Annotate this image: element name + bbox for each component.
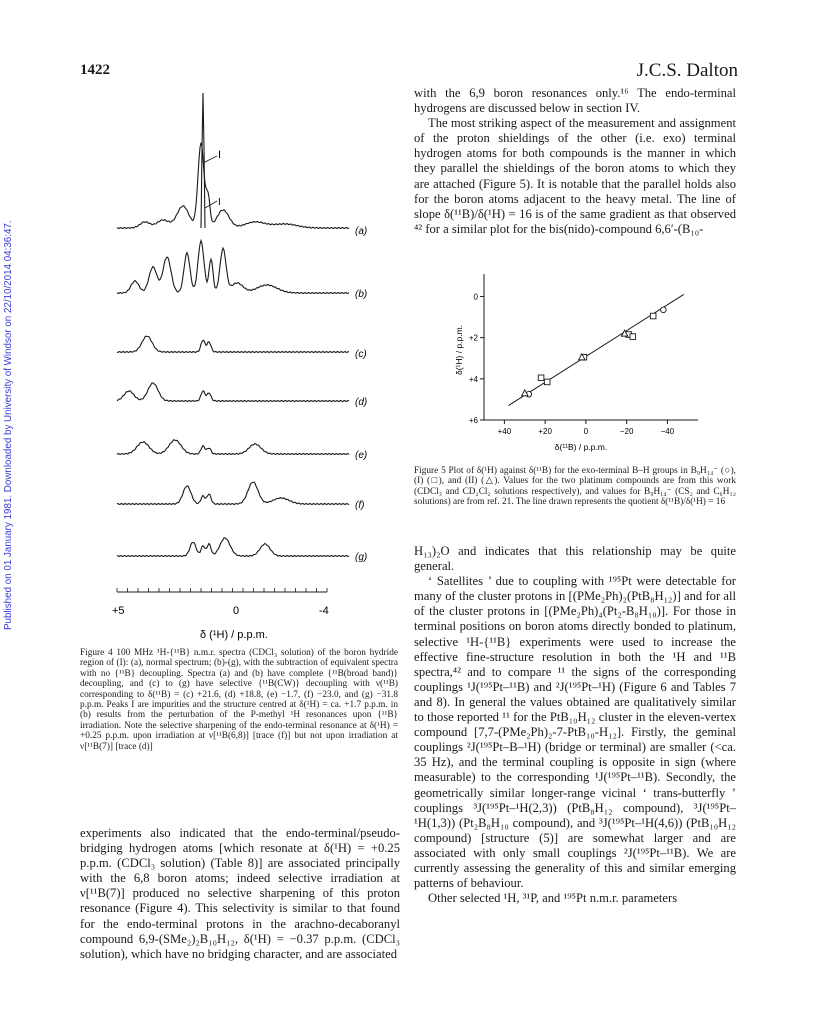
peak-marker-2: I (218, 197, 221, 208)
journal-title: J.C.S. Dalton (636, 60, 738, 81)
data-point-square (650, 313, 656, 319)
data-point-square (538, 375, 544, 381)
y-axis-label: δ(¹H) / p.p.m. (454, 324, 464, 376)
axis-tick-0: 0 (233, 605, 240, 617)
spectrum-trace (117, 336, 349, 352)
paragraph: ‘ Satellites ’ due to coupling with ¹⁹⁵Pt were detectable for many of the cluster protons in [(PMe₂Ph)₂(PtB₈H₁₂)] and for all of the cluster protons in [(PMe₂Ph)₄(Pt₂-B₈H₁₀)]. For those in terminal positions on boron atoms directly bonded to platinum, selective ¹H-{¹¹B} experiments were used to increase the effective fine-structure resolution in both the ¹H and ¹¹B spectra,⁴² and to compare ¹¹ the signs of the corresponding couplings ¹J(¹⁹⁵Pt–¹¹B) and ²J(¹⁹⁵Pt–¹H) (Figure 6 and Tables 7 and 8). In general the values obtained are qualitatively similar to those reported ¹¹ for the PtB₁₀H₁₂ cluster in the eleven-vertex compound [7,7-(PMe₂Ph)₂-7-PtB₁₀-H₁₂]. Firstly, the geminal couplings ²J(¹⁹⁵Pt–B–¹H) (bridge or terminal) are smaller (<ca. 35 Hz), and the terminal coupling is opposite in sign (where measurable) to the corresponding ¹J(¹⁹⁵Pt–¹¹B). Secondly, the geometrically similar longer-range vicinal ‘ trans-butterfly ’ couplings ³J(¹⁹⁵Pt–¹H(2,3)) (PtB₈H₁₂ compound), ³J(¹⁹⁵Pt–¹H(1,3)) (Pt₂B₈H₁₀ compound), and ³J(¹⁹⁵Pt–¹H(4,6)) (PtB₁₀H₁₂ compound) [structure (5)] are somewhat larger and are associated with only small couplings ²J(¹⁹⁵Pt–¹¹B). We are currently assessing the generality of this and similar emerging patterns of behaviour. (414, 574, 736, 891)
paragraph: with the 6,9 boron resonances only.¹⁶ The endo-terminal hydrogens are discussed below in section IV. (414, 86, 736, 116)
trace-label-e: (e) (355, 450, 368, 461)
paragraph: H₁₃)₂O and indicates that this relationship may be quite general. (414, 544, 736, 574)
trace-label-f: (f) (355, 500, 365, 511)
y-tick-label: 0 (473, 292, 478, 302)
figure-4-axis-label: δ (¹H) / p.p.m. (200, 629, 268, 641)
paragraph: The most striking aspect of the measurement and assignment of the proton shieldings of the other (i.e. exo) terminal hydrogen atoms for both compounds is the manner in which they parallel the shieldings of the boron atoms to which they are attached (Figure 5). It is notable that the parallel holds also for the boron atoms adjacent to the heavy metal. The line of slope δ(¹¹B)/δ(¹H) = 16 is of the same gradient as that observed ⁴² for a similar plot for the bis(nido)-compound 6,6′-(B₁₀- (414, 116, 736, 236)
paragraph: Other selected ¹H, ³¹P, and ¹⁹⁵Pt n.m.r. parameters (428, 891, 678, 906)
trace-label-c: (c) (355, 349, 367, 360)
trace-label-b: (b) (355, 289, 368, 300)
download-notice[interactable] (3, 210, 17, 630)
spectrum-trace (117, 482, 349, 504)
y-tick-label: +2 (468, 333, 478, 343)
x-tick-label: +20 (538, 427, 552, 436)
column-1-body: experiments also indicated that the endo-terminal/pseudo-bridging hydrogen atoms [which resonate at δ(¹H) = +0.25 p.p.m. (CDCl₃ solution) (Table 8)] are associated principally with the 6,8 boron atoms; indeed selective irradiation at ν[¹¹B(7)] produced no selective sharpening of this proton resonance (Figure 4). This selectivity is similar to that found for the endo-terminal protons in the arachno-decaboranyl compound 6,9-(SMe₂)₂B₁₀H₁₂, δ(¹H) = −0.37 p.p.m. (CDCl₃ solution), which have no bridging character, and are associated (80, 826, 400, 961)
spectrum-trace (117, 538, 349, 557)
spectrum-trace (117, 383, 349, 402)
trace-label-a: (a) (355, 226, 368, 237)
data-point-square (544, 379, 550, 385)
spectrum-trace (117, 440, 349, 455)
x-tick-label: −40 (660, 427, 675, 436)
peak-marker-1: I (218, 149, 222, 161)
page-number: 1422 (80, 62, 110, 78)
x-axis-label: δ(¹¹B) / p.p.m. (554, 442, 608, 452)
y-tick-label: +4 (468, 374, 478, 384)
data-point-circle (661, 307, 667, 313)
figure-4 (105, 88, 395, 648)
trace-label-d: (d) (355, 397, 368, 408)
trace-label-g: (g) (355, 552, 368, 563)
data-point-square (630, 334, 636, 340)
figure-4-spectra (105, 88, 395, 648)
figure-5-caption: Figure 5 Plot of δ(¹H) against δ(¹¹B) for the exo-terminal B–H groups in B₉H₁₄⁻ (○), (I) (□), and (II) (△). Values for the two platinum compounds are from this work (CDCl₃ and CD₂Cl₂ solutions respectively), and values for B₉H₁₄⁻ (CS₂ and C₆H₁₂ solutions) are from ref. 21. The line drawn represents the quotient δ(¹¹B)/δ(¹H) = 16 (414, 466, 736, 508)
figure-5 (450, 268, 710, 468)
x-tick-label: +40 (497, 427, 512, 436)
download-notice-text: Published on 01 January 1981. Downloaded by University of Windsor on 22/10/2014 04:36:47. (3, 220, 14, 630)
column-2-bottom (414, 544, 736, 906)
x-tick-label: 0 (583, 427, 589, 436)
axis-tick-minus4: -4 (319, 605, 329, 617)
x-tick-label: −20 (619, 427, 634, 436)
figure-4-caption: Figure 4 100 MHz ¹H-{¹¹B} n.m.r. spectra (CDCl₃ solution) of the boron hydride region of (I): (a), normal spectrum; (b)-(g), with the subtraction of equivalent spectra with no {¹¹B} decoupling. Spectra (a) and (b) have complete {¹¹B(broad band)} decoupling, and (c) to (g) have selective {¹¹B(CW)} decoupling with ν(¹¹B) corresponding to δ(¹¹B) = (c) +21.6, (d) +18.8, (e) −1.7, (f) −23.0, and (g) −31.8 p.p.m. Peaks I are impurities and the structure centred at δ(¹H) = ca. +1.7 p.p.m. in (b) results from the perturbation of the P-methyl ¹H resonances upon {¹¹B} irradiation. Note the selective sharpening of the endo-terminal resonance at δ(¹H) = +0.25 p.p.m. upon irradiation at ν[¹¹B(6,8)] [trace (f)] but not upon irradiation at ν[¹¹B(7)] [trace (d)] (80, 648, 398, 752)
axis-tick-plus5: +5 (112, 605, 125, 617)
spectrum-trace (117, 241, 349, 294)
column-2-top (414, 86, 736, 237)
spectrum-trace (117, 143, 349, 229)
y-tick-label: +6 (468, 416, 478, 425)
trend-line (508, 294, 683, 405)
figure-5-chart (450, 268, 710, 468)
